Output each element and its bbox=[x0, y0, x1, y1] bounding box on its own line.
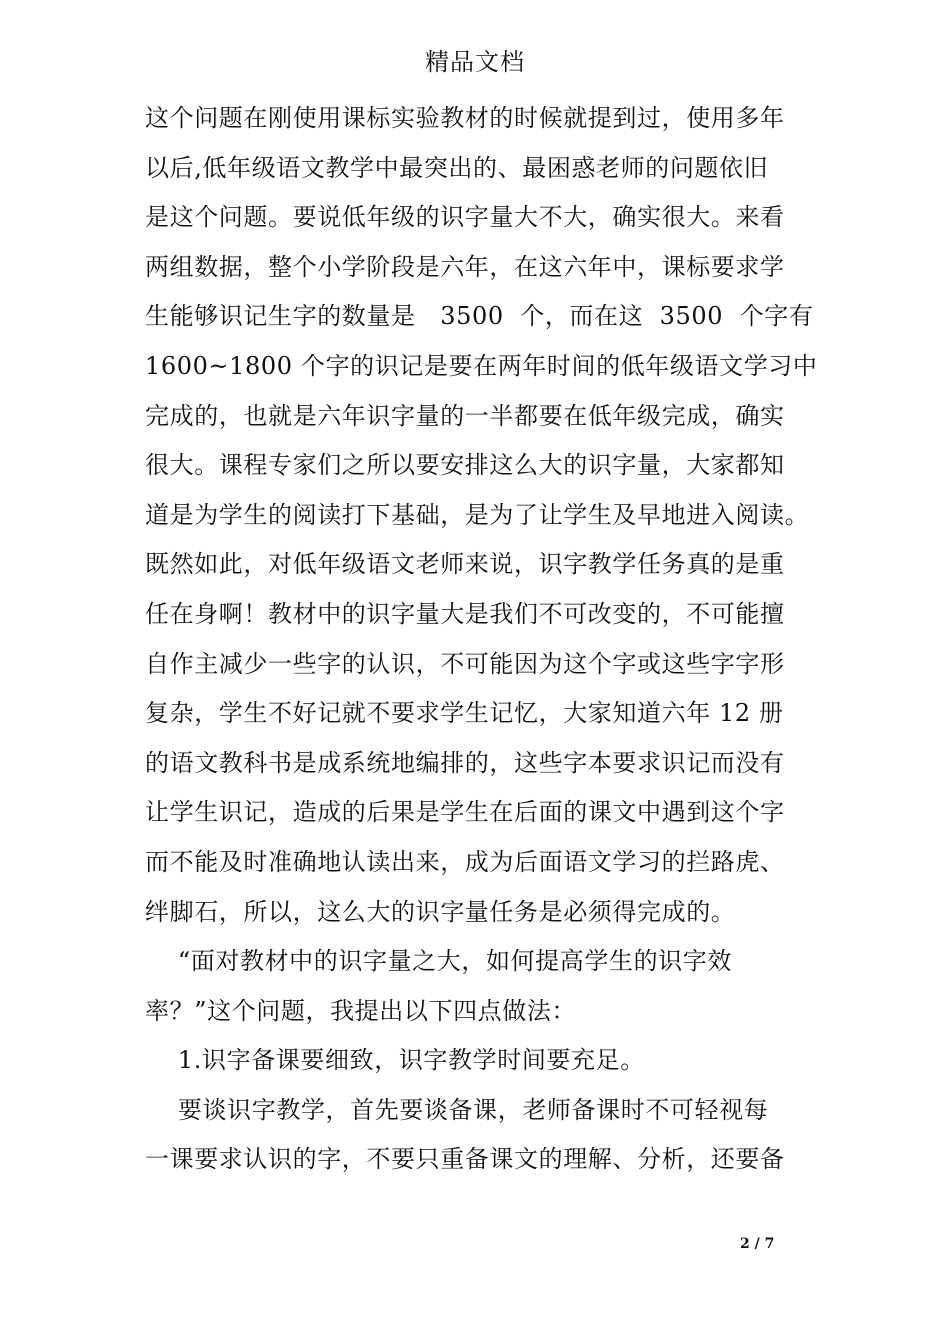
section-heading: 1.识字备课要细致，识字教学时间要充足。 bbox=[145, 1046, 645, 1075]
text-line: 既然如此，对低年级语文老师来说，识字教学任务真的是重 bbox=[145, 550, 785, 579]
page-number: 2 / 7 bbox=[740, 1236, 775, 1252]
text-line: 完成的，也就是六年识字量的一半都要在低年级完成，确实 bbox=[145, 401, 785, 430]
text-line: 道是为学生的阅读打下基础，是为了让学生及早地进入阅读。 bbox=[145, 500, 810, 529]
text-line: 一课要求认识的字，不要只重备课文的理解、分析，还要备 bbox=[145, 1145, 785, 1174]
text-line: 绊脚石，所以，这么大的识字量任务是必须得完成的。 bbox=[145, 897, 736, 926]
text-line: 很大。课程专家们之所以要安排这么大的识字量，大家都知 bbox=[145, 451, 785, 480]
text-line: 率？”这个问题，我提出以下四点做法： bbox=[145, 996, 577, 1025]
text-line: 复杂，学生不好记就不要求学生记忆，大家知道六年 12 册 bbox=[145, 699, 784, 728]
text-line: 任在身啊！教材中的识字量大是我们不可改变的，不可能擅 bbox=[145, 599, 785, 628]
text-line: 而不能及时准确地认读出来，成为后面语文学习的拦路虎、 bbox=[145, 847, 785, 876]
text-line: 是这个问题。要说低年级的识字量大不大，确实很大。来看 bbox=[145, 203, 785, 232]
text-line: 的语文教科书是成系统地编排的，这些字本要求识记而没有 bbox=[145, 748, 785, 777]
body-text bbox=[145, 100, 825, 1191]
text-line: 1600~1800 个字的识记是要在两年时间的低年级语文学习中 bbox=[145, 351, 818, 380]
paragraph-first-line: “面对教材中的识字量之大，如何提高学生的识字效 bbox=[145, 947, 732, 976]
text-line: 生能够识记生字的数量是 3500 个，而在这 3500 个字有 bbox=[145, 302, 814, 331]
paragraph-first-line: 要谈识字教学，首先要谈备课，老师备课时不可轻视每 bbox=[145, 1095, 769, 1124]
text-line: 以后,低年级语文教学中最突出的、最困惑老师的问题依旧 bbox=[145, 153, 769, 182]
text-line: 自作主减少一些字的认识，不可能因为这个字或这些字字形 bbox=[145, 649, 785, 678]
text-line: 这个问题在刚使用课标实验教材的时候就提到过，使用多年 bbox=[145, 104, 785, 132]
text-line: 两组数据，整个小学阶段是六年，在这六年中，课标要求学 bbox=[145, 252, 785, 281]
page-header-title: 精品文档 bbox=[425, 48, 525, 76]
text-line: 让学生识记，造成的后果是学生在后面的课文中遇到这个字 bbox=[145, 798, 785, 827]
